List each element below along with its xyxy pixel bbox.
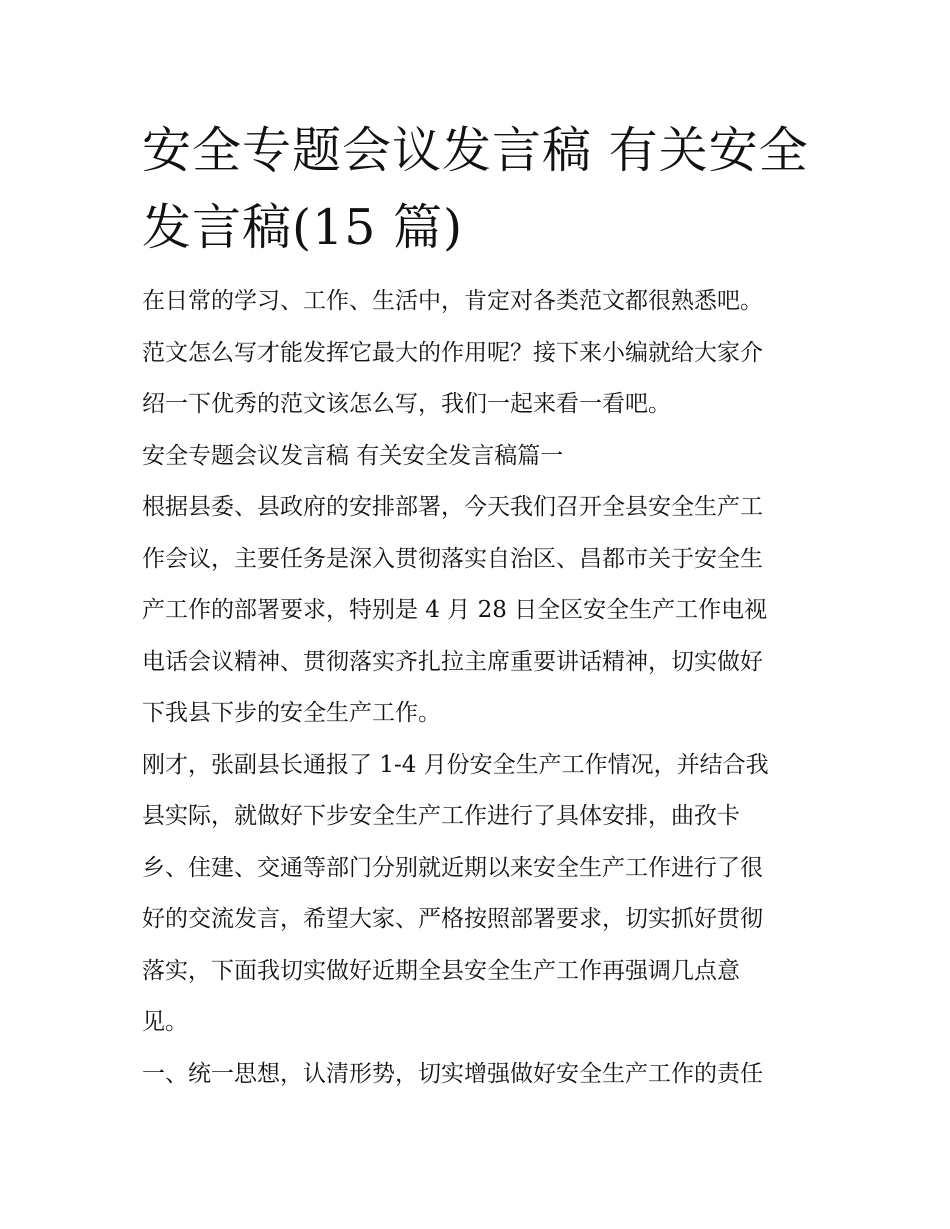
text-line: 安全专题会议发言稿 有关安全发言稿篇一: [142, 442, 564, 469]
intro-paragraph: [142, 276, 814, 431]
text-line: 落实，下面我切实做好近期全县安全生产工作再强调几点意: [142, 957, 740, 984]
text-line: 在日常的学习、工作、生活中，肯定对各类范文都很熟悉吧。: [142, 288, 763, 314]
text-line: 根据县委、县政府的安排部署，今天我们召开全县安全生产工: [142, 494, 763, 520]
document-page: [142, 112, 814, 1100]
text-line: 产工作的部署要求，特别是 4 月 28 日全区安全生产工作电视: [142, 597, 768, 623]
section-heading: [142, 431, 814, 483]
text-line: 见。: [142, 1009, 188, 1035]
document-body: [142, 276, 814, 1100]
title-line-1: 安全专题会议发言稿 有关安全: [142, 122, 809, 179]
text-line: 电话会议精神、贯彻落实齐扎拉主席重要讲话精神，切实做好: [142, 648, 763, 675]
text-line: 范文怎么写才能发挥它最大的作用呢？接下来小编就给大家介: [142, 339, 763, 366]
text-line: 乡、住建、交通等部门分别就近期以来安全生产工作进行了很: [142, 854, 763, 881]
text-line: 绍一下优秀的范文该怎么写，我们一起来看一看吧。: [142, 391, 671, 417]
text-line: 一、统一思想，认清形势，切实增强做好安全生产工作的责任: [142, 1060, 763, 1087]
text-line: 下我县下步的安全生产工作。: [142, 700, 441, 726]
body-paragraph: [142, 482, 814, 740]
text-line: 县实际，就做好下步安全生产工作进行了具体安排，曲孜卡: [142, 803, 740, 829]
body-paragraph: [142, 740, 814, 1049]
text-line: 作会议，主要任务是深入贯彻落实自治区、昌都市关于安全生: [142, 545, 763, 572]
document-title: [142, 112, 814, 266]
body-paragraph: [142, 1049, 814, 1101]
text-line: 好的交流发言，希望大家、严格按照部署要求，切实抓好贯彻: [142, 906, 763, 932]
text-line: 刚才，张副县长通报了 1-4 月份安全生产工作情况，并结合我: [142, 751, 769, 778]
title-line-2: 发言稿(15 篇): [142, 199, 464, 256]
